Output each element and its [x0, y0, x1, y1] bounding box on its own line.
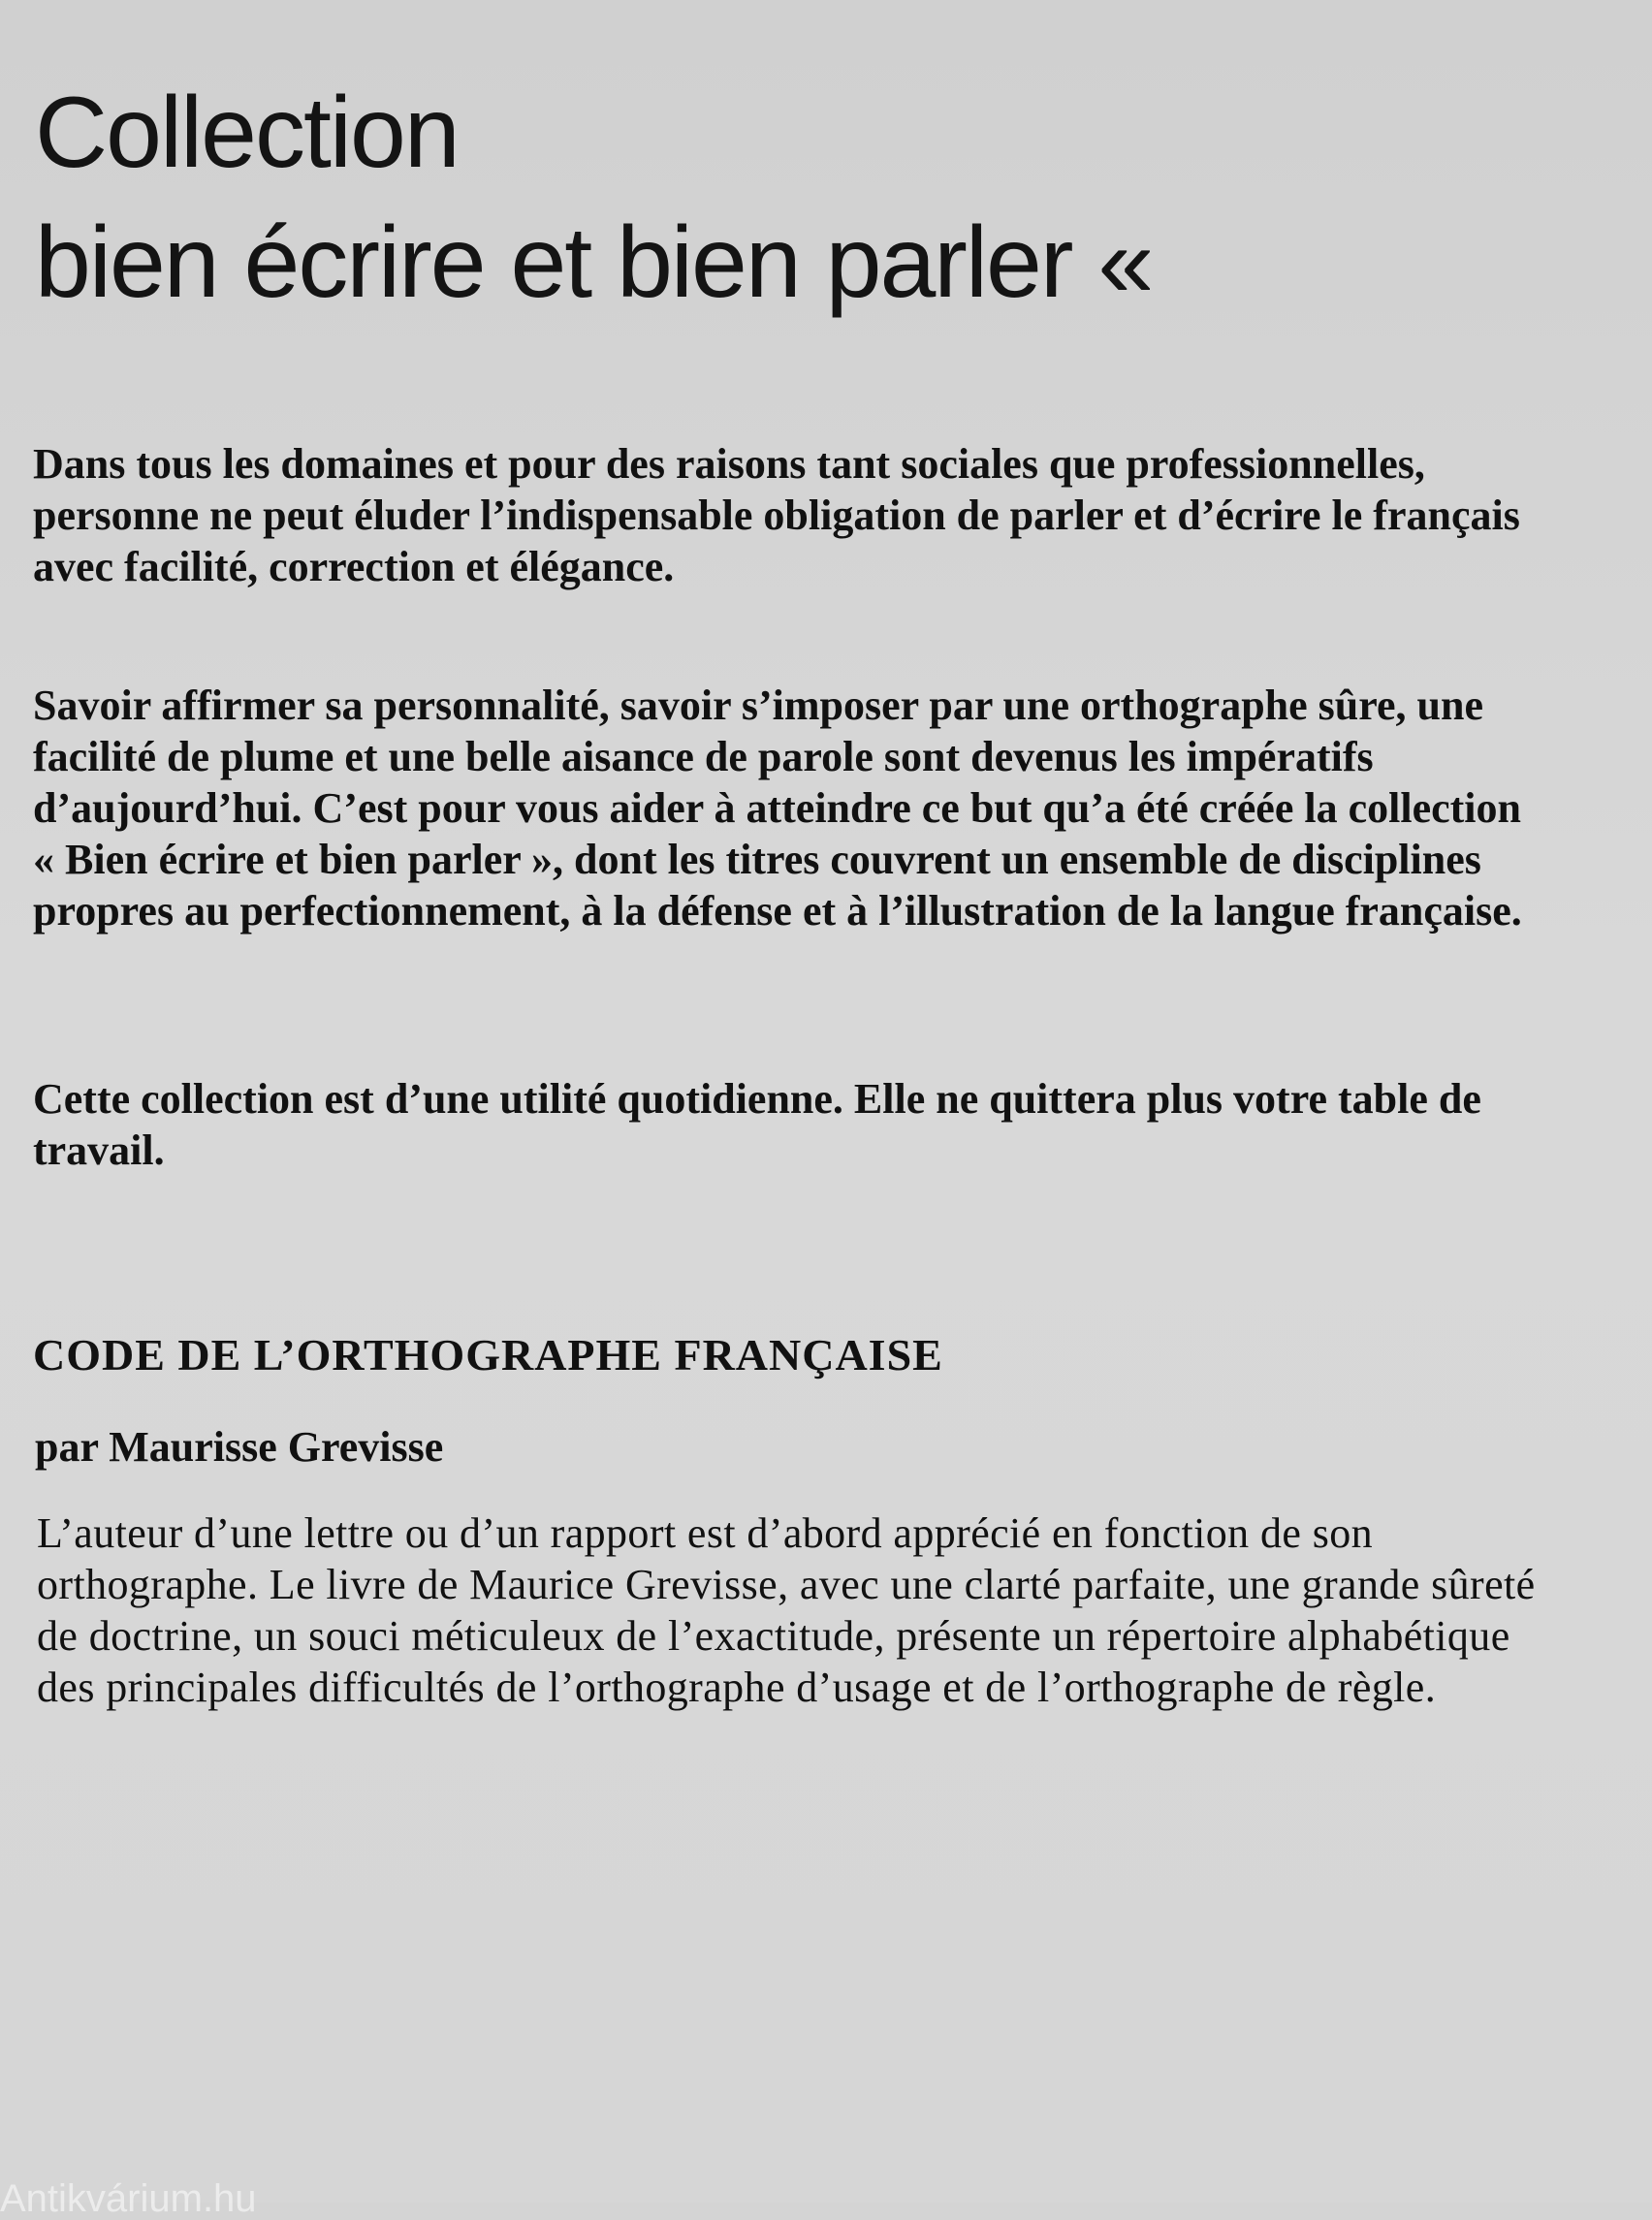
watermark: Antikvárium.hu — [0, 2177, 257, 2220]
book-title: CODE DE L’ORTHOGRAPHE FRANÇAISE — [33, 1330, 943, 1380]
intro-paragraph-3: Cette collection est d’une utilité quotidienne. Elle ne quittera plus votre table de travail. — [33, 1075, 1481, 1174]
intro-paragraph-2: Savoir affirmer sa personnalité, savoir s’imposer par une orthographe sûre, une facilité de plume et une belle aisance de parole sont devenus les impératifs d’aujourd’hui. C’est pour vous aider à atteindre ce but qu’a été créée la collection « Bien écrire et bien parler », dont les titres couvrent un ensemble de disciplines propres au perfectionnement, à la défense et à l’illustration de la langue française. — [33, 682, 1522, 935]
book-description: L’auteur d’une lettre ou d’un rapport est d’abord apprécié en fonction de son orthographe. Le livre de Maurice Grevisse, avec une clarté parfaite, une grande sûreté de doctrine, un souci méticuleux de l’exactitude, présente un répertoire alphabétique des principales difficultés de l’orthographe d’usage et de l’orthographe de règle. — [37, 1509, 1536, 1711]
intro-paragraph-1: Dans tous les domaines et pour des raisons tant sociales que professionnelles, personne ne peut éluder l’indispensable obligation de parler et d’écrire le français avec facilité, correction et élégance. — [33, 440, 1520, 590]
collection-title-line-2: bien écrire et bien parler « — [35, 206, 1153, 319]
book-author: par Maurisse Grevisse — [35, 1423, 444, 1471]
collection-title-line-1: Collection — [35, 77, 459, 189]
collection-title — [35, 68, 1152, 328]
